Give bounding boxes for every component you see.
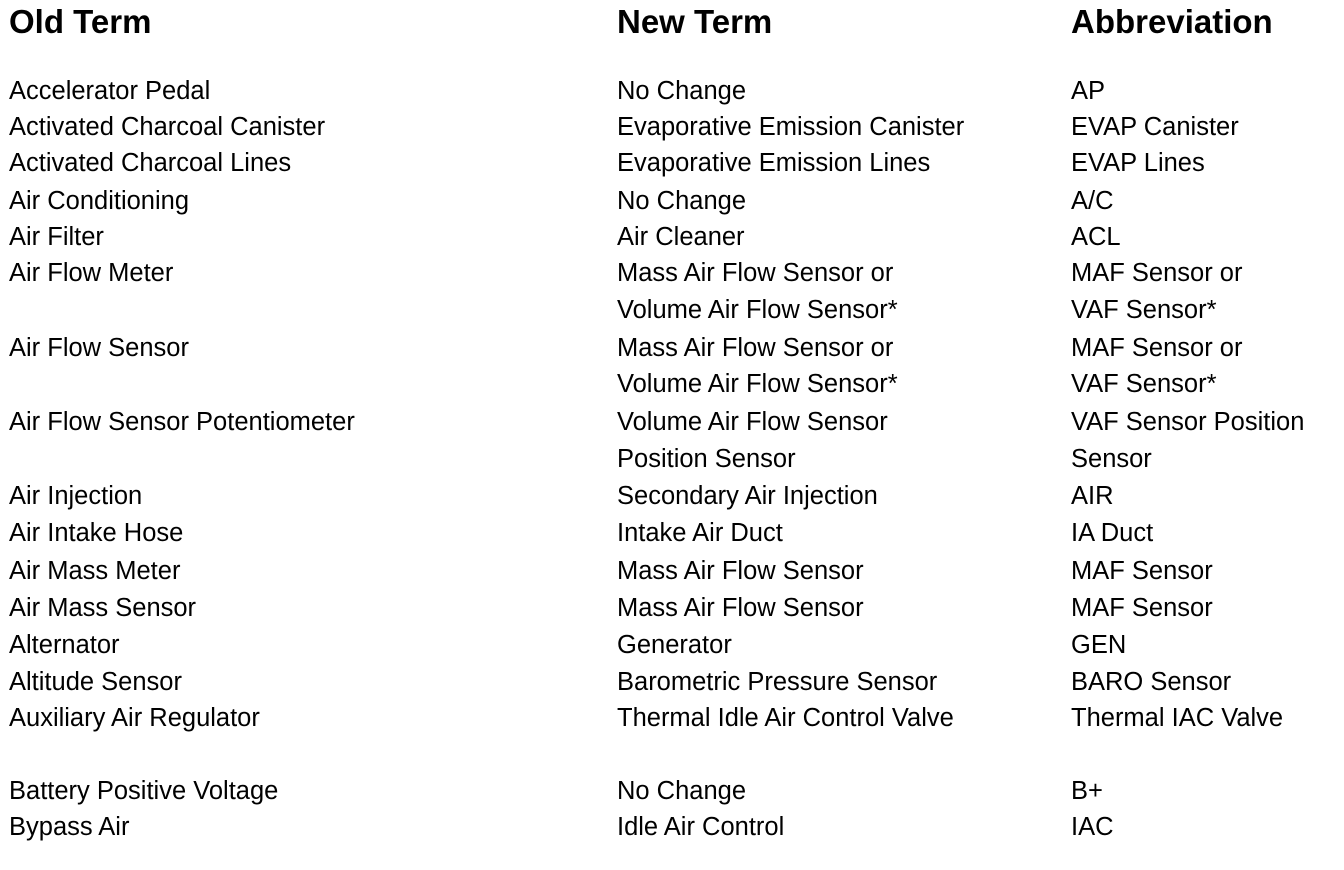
table-row <box>0 700 1344 736</box>
old-term-cell: Battery Positive Voltage <box>9 777 279 805</box>
table-row <box>0 553 1344 589</box>
table-row <box>0 441 1344 477</box>
abbreviation-cell: EVAP Canister <box>1071 113 1239 141</box>
table-row <box>0 109 1344 145</box>
table-row <box>0 145 1344 181</box>
abbreviation-cell: VAF Sensor Position <box>1071 408 1305 436</box>
new-term-cell: Volume Air Flow Sensor* <box>617 370 898 398</box>
old-term-cell: Air Mass Sensor <box>9 594 197 622</box>
new-term-cell: No Change <box>617 777 747 805</box>
table-row <box>0 664 1344 700</box>
header-abbreviation: Abbreviation <box>1071 3 1273 40</box>
new-term-cell: Evaporative Emission Lines <box>617 149 931 177</box>
new-term-cell: No Change <box>617 187 747 215</box>
table-row <box>0 590 1344 626</box>
table-row <box>0 478 1344 514</box>
table-row <box>0 73 1344 109</box>
abbreviation-cell: B+ <box>1071 777 1103 805</box>
abbreviation-cell: IA Duct <box>1071 519 1154 547</box>
new-term-cell: Air Cleaner <box>617 223 745 251</box>
old-term-cell: Auxiliary Air Regulator <box>9 704 260 732</box>
new-term-cell: Mass Air Flow Sensor <box>617 594 864 622</box>
new-term-cell: Generator <box>617 631 732 659</box>
abbreviation-cell: AP <box>1071 77 1106 105</box>
old-term-cell: Air Flow Meter <box>9 259 174 287</box>
table-row <box>0 809 1344 845</box>
abbreviation-cell: ACL <box>1071 223 1121 251</box>
abbreviation-cell: MAF Sensor <box>1071 594 1213 622</box>
table-row <box>0 255 1344 291</box>
table-row <box>0 292 1344 328</box>
old-term-cell: Alternator <box>9 631 120 659</box>
new-term-cell: Barometric Pressure Sensor <box>617 668 938 696</box>
new-term-cell: No Change <box>617 77 747 105</box>
abbreviation-cell: BARO Sensor <box>1071 668 1232 696</box>
new-term-cell: Thermal Idle Air Control Valve <box>617 704 954 732</box>
old-term-cell: Air Intake Hose <box>9 519 184 547</box>
new-term-cell: Secondary Air Injection <box>617 482 878 510</box>
table-row <box>0 330 1344 366</box>
new-term-cell: Evaporative Emission Canister <box>617 113 965 141</box>
abbreviation-cell: IAC <box>1071 813 1114 841</box>
header-new-term: New Term <box>617 3 773 40</box>
new-term-cell: Mass Air Flow Sensor <box>617 557 864 585</box>
old-term-cell: Accelerator Pedal <box>9 77 211 105</box>
table-row <box>0 515 1344 551</box>
old-term-cell: Air Conditioning <box>9 187 190 215</box>
header-old-term: Old Term <box>9 3 152 40</box>
new-term-cell: Idle Air Control <box>617 813 785 841</box>
old-term-cell: Air Mass Meter <box>9 557 181 585</box>
new-term-cell: Mass Air Flow Sensor or <box>617 334 894 362</box>
abbreviation-cell: EVAP Lines <box>1071 149 1205 177</box>
abbreviation-cell: A/C <box>1071 187 1114 215</box>
abbreviation-cell: MAF Sensor or <box>1071 334 1243 362</box>
abbreviation-cell: VAF Sensor* <box>1071 296 1217 324</box>
old-term-cell: Activated Charcoal Lines <box>9 149 292 177</box>
table-row <box>0 404 1344 440</box>
table-row <box>0 627 1344 663</box>
old-term-cell: Bypass Air <box>9 813 130 841</box>
new-term-cell: Volume Air Flow Sensor* <box>617 296 898 324</box>
old-term-cell: Altitude Sensor <box>9 668 182 696</box>
old-term-cell: Air Injection <box>9 482 143 510</box>
abbreviation-cell: Sensor <box>1071 445 1152 473</box>
table-row <box>0 773 1344 809</box>
abbreviation-cell: MAF Sensor or <box>1071 259 1243 287</box>
new-term-cell: Intake Air Duct <box>617 519 783 547</box>
new-term-cell: Volume Air Flow Sensor <box>617 408 888 436</box>
new-term-cell: Mass Air Flow Sensor or <box>617 259 894 287</box>
table-row <box>0 219 1344 255</box>
old-term-cell: Air Flow Sensor <box>9 334 189 362</box>
old-term-cell: Activated Charcoal Canister <box>9 113 326 141</box>
old-term-cell: Air Flow Sensor Potentiometer <box>9 408 355 436</box>
abbreviation-cell: GEN <box>1071 631 1127 659</box>
table-row <box>0 366 1344 402</box>
new-term-cell: Position Sensor <box>617 445 796 473</box>
abbreviation-cell: VAF Sensor* <box>1071 370 1217 398</box>
table-row <box>0 183 1344 219</box>
abbreviation-cell: AIR <box>1071 482 1114 510</box>
old-term-cell: Air Filter <box>9 223 104 251</box>
abbreviation-cell: Thermal IAC Valve <box>1071 704 1284 732</box>
abbreviation-cell: MAF Sensor <box>1071 557 1213 585</box>
